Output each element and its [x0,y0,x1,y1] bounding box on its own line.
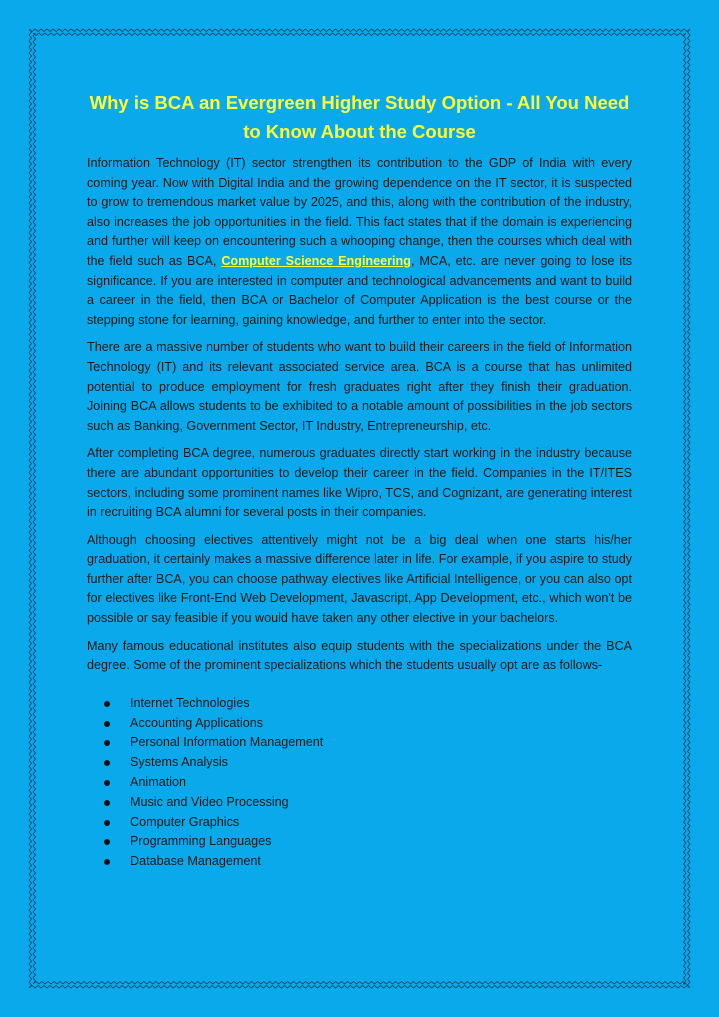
paragraph-intro-text-a: Information Technology (IT) sector strengthen its contribution to the GDP of India with every coming year. Now with Digital India and the growing dependence on the IT sector, it is suspected to grow to tremendous market value by 2025, and this, along with the contribution of the industry, also increases the job opportunities in the field. This fact states that if the domain is experiencing and further will keep on encountering such a whooping change, then the courses which deal with the field such as BCA, [87,156,632,268]
list-item [104,773,632,793]
list-item [104,793,632,813]
paragraph-specializations: Many famous educational institutes also equip students with the specializations under the BCA degree. Some of the prominent specializations which the students usually opt are as follows- [87,638,632,673]
page-title: Why is BCA an Evergreen Higher Study Option - All You Need to Know About the Course [89,92,630,142]
list-item-label: Systems Analysis [130,755,228,770]
list-item-label: Programming Languages [130,834,272,849]
list-item-label: Accounting Applications [130,715,264,730]
bullet-icon [104,800,110,806]
bullet-icon [104,839,110,845]
paragraph-electives: Although choosing electives attentively might not be a big deal when one starts his/her graduation, it certainly makes a massive difference later in life. For example, if you aspire to study further after BCA, you can choose pathway electives like Artificial Intelligence, or you can also opt for electives like Front-End Web Development, Javascript, App Development, etc., which won't be possible or say feasible if you would have taken any other elective in your bachelors. [87,532,632,626]
list-item-label: Music and Video Processing [130,794,289,809]
bullet-icon [104,780,110,786]
bullet-icon [104,760,110,766]
bullet-icon [104,721,110,727]
paragraph-students: There are a massive number of students who want to build their careers in the field of Information Technology (IT) and its relevant associated service area. BCA is a course that has unlimited potential to produce employment for fresh graduates right after they finish their graduation. Joining BCA allows students to be exhibited to a notable amount of possibilities in the job sectors such as Banking, Government Sector, IT Industry, Entrepreneurship, etc. [87,340,632,433]
bullet-icon [104,701,110,707]
bullet-icon [104,859,110,865]
list-item-label: Personal Information Management [130,735,324,750]
list-item-label: Internet Technologies [130,695,250,710]
bullet-icon [104,820,110,826]
list-item [104,714,632,734]
list-item [104,753,632,773]
list-item [104,832,632,852]
list-item [104,852,632,872]
paragraph-intro-text-b: , MCA, etc. are never going to lose its significance. If you are interested in computer and technological advancements and want to build a career in the field, then BCA or Bachelor of Computer Application is the best course or the stepping stone for learning, gaining knowledge, and further to enter into the sector. [87,253,632,327]
list-item [104,694,632,714]
paragraph-after-bca: After completing BCA degree, numerous graduates directly start working in the industry because there are abundant opportunities to develop their career in the field. Companies in the IT/ITES sectors, including some prominent names like Wipro, TCS, and Cognizant, are generating interest in recruiting BCA alumni for several posts in their companies. [87,446,632,520]
list-item [104,733,632,753]
list-item-label: Computer Graphics [130,814,240,829]
list-item-label: Database Management [130,854,261,869]
bullet-icon [104,740,110,746]
paragraph-intro [87,154,632,330]
list-item-label: Animation [130,775,187,790]
specializations-list [87,694,632,872]
list-item [104,813,632,833]
computer-science-engineering-link[interactable]: Computer Science Engineering [221,253,411,268]
document-body [87,88,632,872]
